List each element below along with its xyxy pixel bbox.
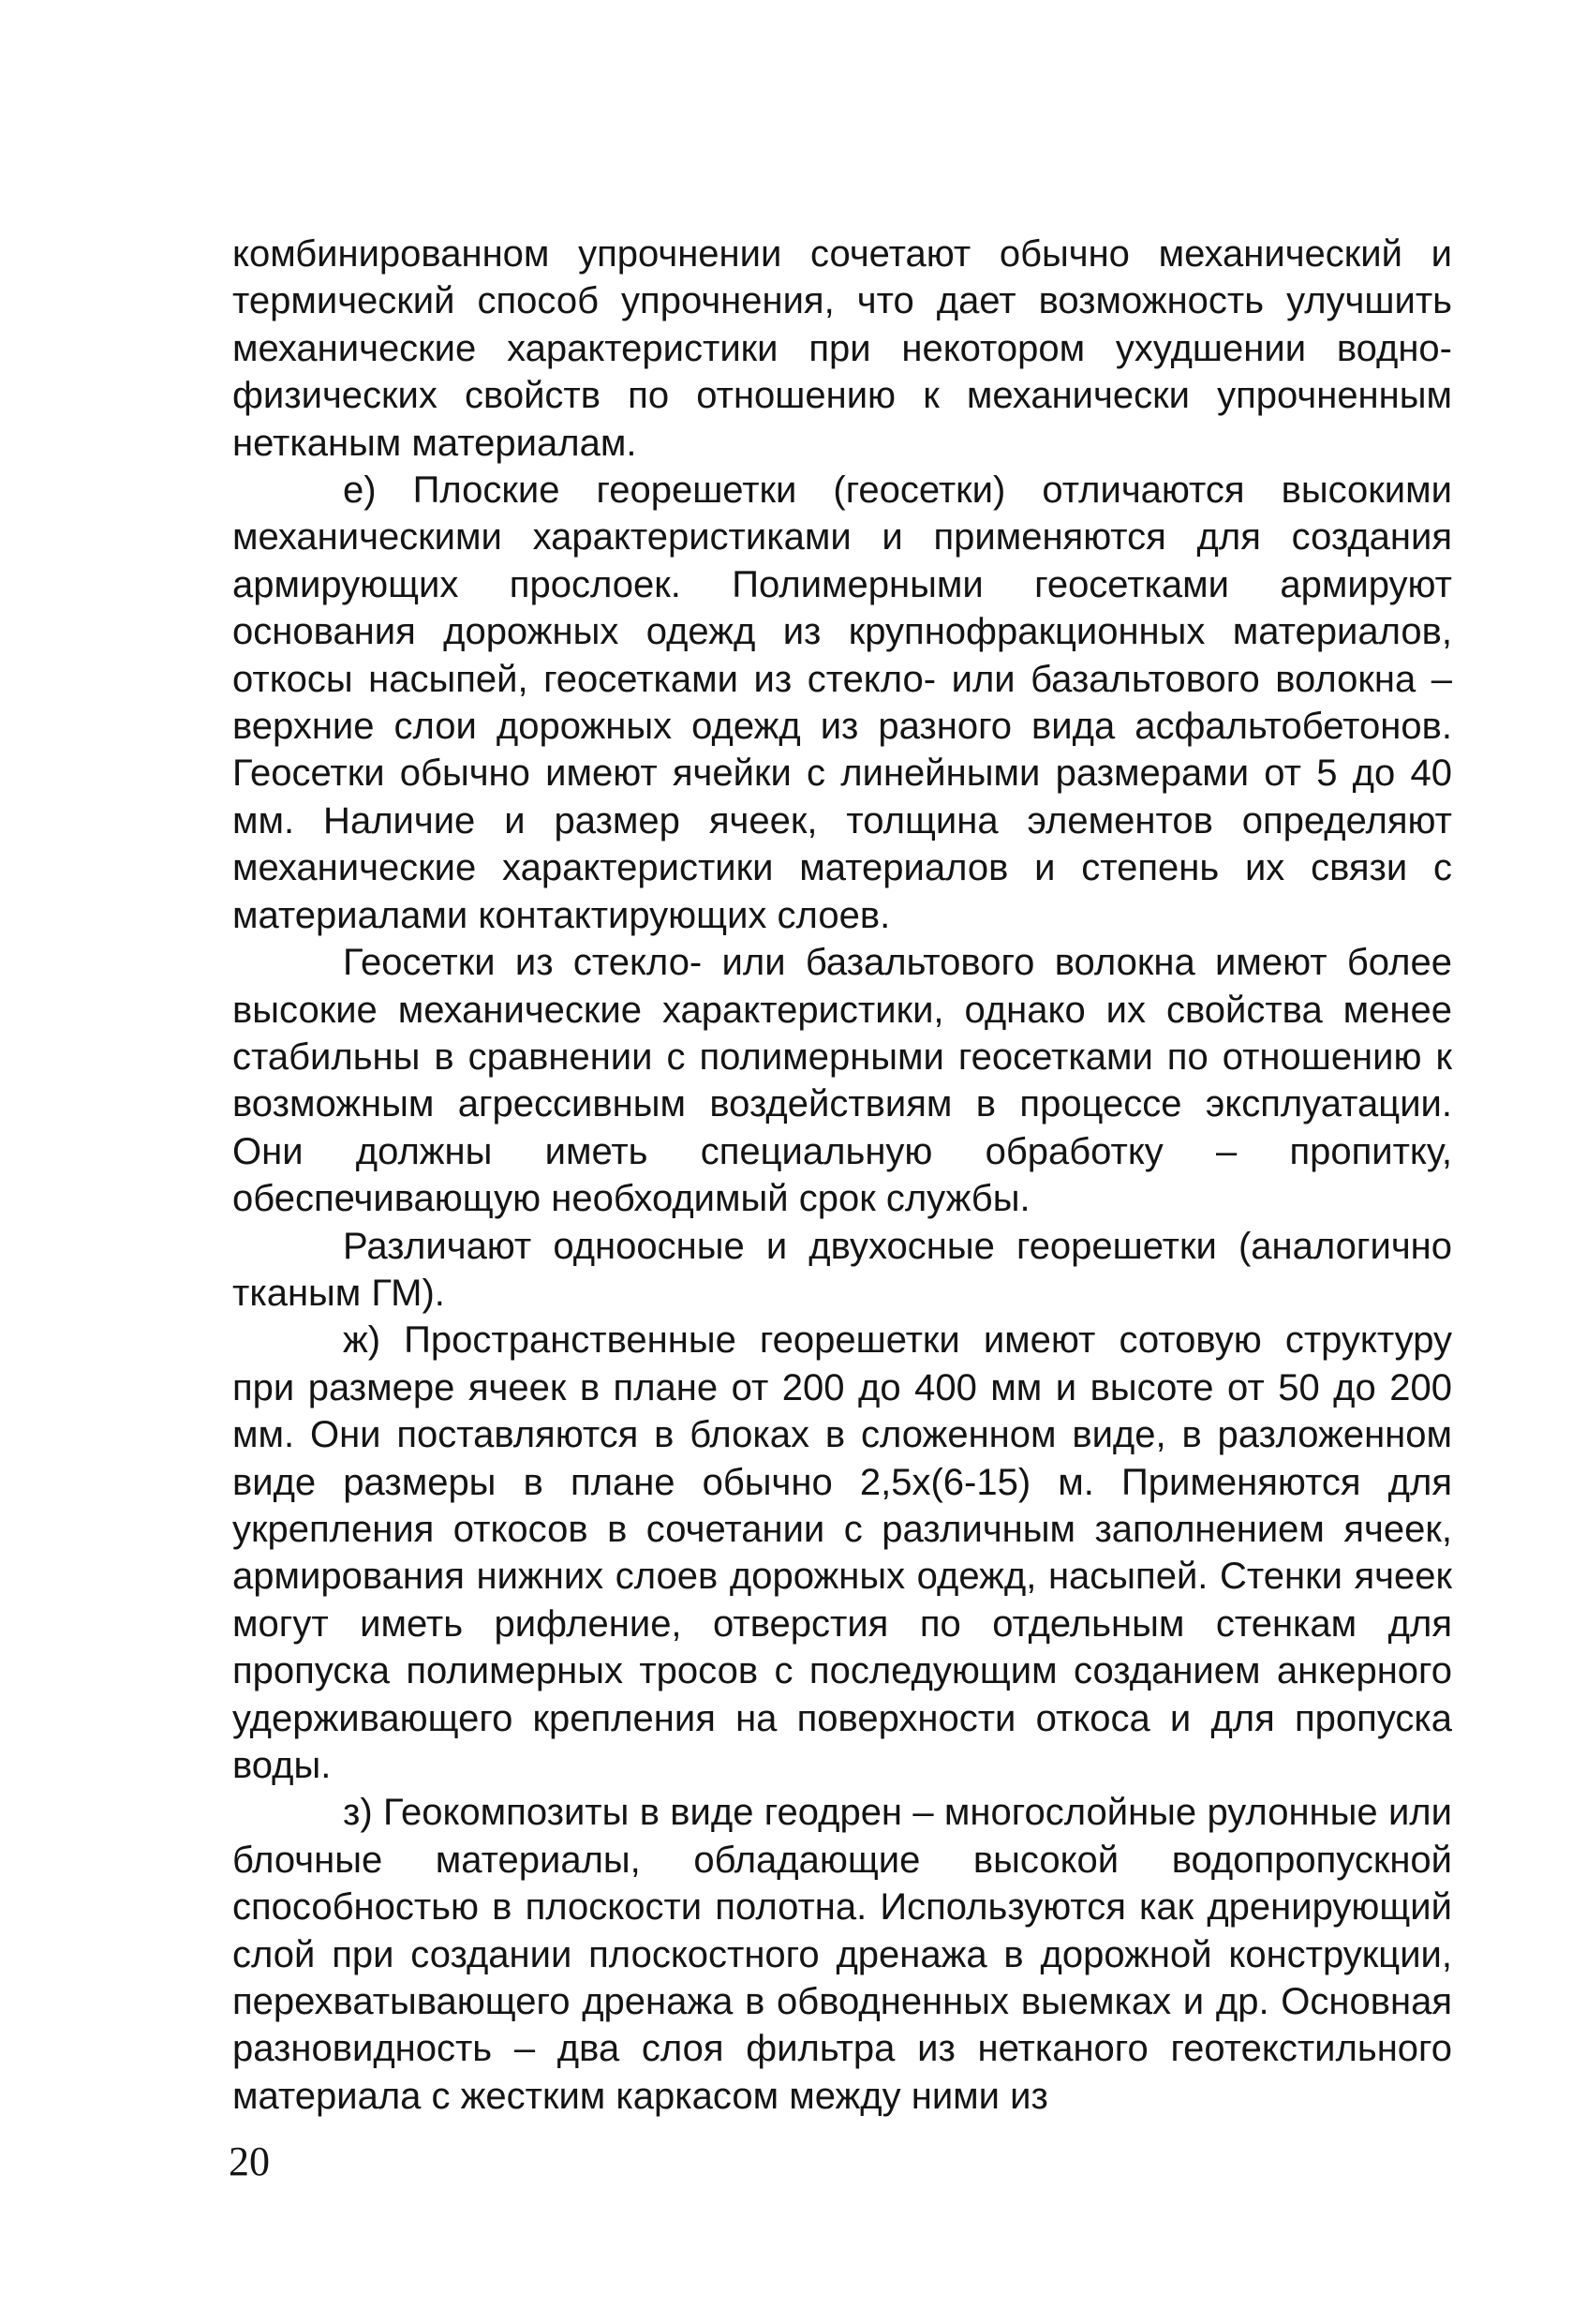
paragraph-geocomposites: з) Геокомпозиты в виде геодрен – многослойные рулонные или блочные материалы, обладающие высокой водопропускной способностью в плоскости полотна. Используются как дренирующий слой при создании плоскостного дренажа в дорожной конструкции, перехватывающего дренажа в обводненных выемках и др. Основная разновидность – два слоя фильтра из нетканого геотекстильного материала с жестким каркасом между ними из [232, 1792, 1452, 2117]
body-text [232, 231, 1452, 2120]
paragraph-combined-hardening: комбинированном упрочнении сочетают обычно механический и термический способ упрочнения, что дает возможность улучшить механические характеристики при некотором ухудшении водно-физических свойств по отношению к механически упрочненным нетканым материалам. [232, 233, 1452, 464]
page-number: 20 [229, 2138, 270, 2184]
paragraph-spatial-geogrids: ж) Пространственные георешетки имеют сотовую структуру при размере ячеек в плане от 200 до 400 мм и высоте от 50 до 200 мм. Они поставляются в блоках в сложенном виде, в разложенном виде размеры в плане обычно 2,5х(6-15) м. Применяются для укрепления откосов в сочетании с различным заполнением ячеек, армирования нижних слоев дорожных одежд, насыпей. Стенки ячеек могут иметь рифление, отверстия по отдельным стенкам для пропуска полимерных тросов с последующим созданием анкерного удерживающего крепления на поверхности откоса и для пропуска воды. [232, 1319, 1452, 1786]
paragraph-flat-geogrids: е) Плоские георешетки (геосетки) отличаются высокими механическими характеристиками и применяются для создания армирующих прослоек. Полимерными геосетками армируют основания дорожных одежд из крупнофракционных материалов, откосы насыпей, геосетками из стекло- или базальтового волокна – верхние слои дорожных одежд из разного вида асфальтобетонов. Геосетки обычно имеют ячейки с линейными размерами от 5 до 40 мм. Наличие и размер ячеек, толщина элементов определяют механические характеристики материалов и степень их связи с материалами контактирующих слоев. [232, 469, 1452, 936]
paragraph-glass-basalt-geogrids: Геосетки из стекло- или базальтового волокна имеют более высокие механические характеристики, однако их свойства менее стабильны в сравнении с полимерными геосетками по отношению к возможным агрессивным воздействиям в процессе эксплуатации. Они должны иметь специальную обработку – пропитку, обеспечивающую необходимый срок службы. [232, 942, 1452, 1220]
paragraph-uniaxial-biaxial: Различают одноосные и двухосные георешетки (аналогично тканым ГМ). [232, 1225, 1452, 1314]
